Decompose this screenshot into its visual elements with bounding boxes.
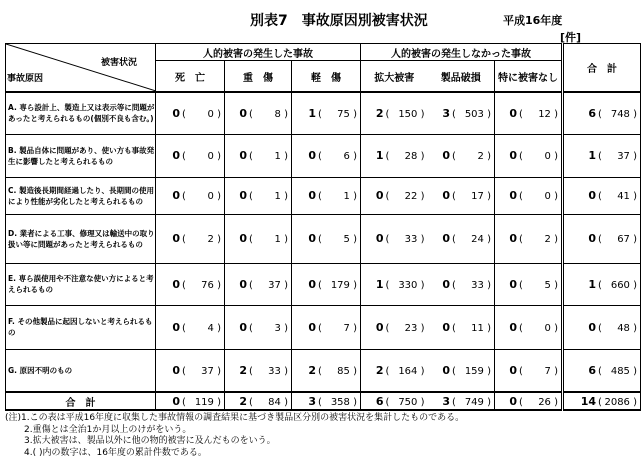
annual-count: 2	[375, 106, 384, 120]
cumulative-count: 5	[343, 234, 350, 245]
annual-count: 0	[375, 232, 384, 245]
annual-count: 0	[172, 320, 180, 334]
annual-count: 0	[239, 277, 247, 291]
count-cell: 0 ( 1 )	[225, 134, 292, 177]
count-cell: 2 ( 85 )	[292, 349, 361, 392]
count-cell: 6 ( 750 )	[361, 392, 428, 410]
count-cell: 0 ( 2 )	[156, 214, 225, 263]
cumulative-count: 22	[404, 191, 418, 202]
damage-table	[5, 43, 641, 411]
annual-count: 3	[308, 394, 316, 408]
annual-count: 0	[239, 232, 247, 245]
annual-count: 1	[588, 149, 597, 162]
cumulative-count: 164	[398, 365, 418, 377]
cumulative-count: 6	[343, 151, 350, 162]
cumulative-count: 75	[337, 108, 350, 120]
count-cell: 0 ( 0 )	[156, 92, 225, 134]
count-cell: 0 ( 0 )	[156, 177, 225, 214]
row-total-cell: 0 ( 41 )	[563, 177, 641, 214]
count-cell: 0 ( 0 )	[495, 134, 563, 177]
cumulative-count: 0	[544, 191, 551, 202]
count-cell: 0 ( 1 )	[292, 177, 361, 214]
annual-count: 6	[588, 106, 597, 120]
cumulative-count: 76	[201, 279, 214, 291]
cumulative-count: 85	[337, 365, 350, 377]
row-total-cell: 1 ( 660 )	[563, 263, 641, 305]
cumulative-count: 33	[404, 234, 418, 245]
cumulative-count: 37	[268, 279, 281, 291]
table-row	[6, 214, 641, 263]
cumulative-count: 159	[464, 365, 484, 377]
count-cell: 0 ( 23 )	[361, 305, 428, 349]
annual-count: 2	[375, 363, 384, 377]
annual-count: 0	[172, 394, 180, 408]
annual-count: 0	[172, 106, 180, 120]
annual-count: 1	[588, 277, 597, 291]
count-cell: 0 ( 17 )	[428, 177, 495, 214]
cumulative-count: 48	[617, 322, 630, 334]
annual-count: 0	[509, 189, 518, 202]
annual-count: 0	[588, 232, 597, 245]
annual-count: 0	[308, 277, 316, 291]
total-row-label: 合 計	[6, 392, 156, 410]
annual-count: 14	[580, 394, 597, 408]
page-title: 別表7 事故原因別被害状況	[250, 13, 428, 29]
cumulative-count: 33	[268, 365, 281, 377]
cumulative-count: 179	[330, 279, 350, 291]
annual-count: 0	[442, 232, 450, 245]
annual-count: 0	[308, 320, 316, 334]
count-cell: 0 ( 1 )	[225, 177, 292, 214]
cause-label: C. 製造後長期間経過したり、長期間の使用により性能が劣化したと考えられるもの	[6, 177, 156, 214]
cumulative-count: 28	[404, 151, 418, 162]
count-cell: 0 ( 5 )	[292, 214, 361, 263]
annual-count: 0	[588, 320, 597, 334]
cumulative-count: 37	[617, 151, 630, 162]
fiscal-year: 平成16年度	[503, 14, 563, 27]
row-total-cell: 1 ( 37 )	[563, 134, 641, 177]
annual-count: 0	[509, 363, 518, 377]
cumulative-count: 119	[194, 396, 214, 408]
cause-label: E. 専ら誤使用や不注意な使い方によると考えられるもの	[6, 263, 156, 305]
notes	[5, 413, 464, 459]
cumulative-count: 1	[274, 234, 281, 245]
annual-count: 0	[442, 320, 450, 334]
cumulative-count: 2086	[604, 396, 630, 408]
count-cell: 0 ( 24 )	[428, 214, 495, 263]
cause-label: B. 製品自体に問題があり、使い方も事故発生に影響したと考えられるもの	[6, 134, 156, 177]
table-row	[6, 263, 641, 305]
cumulative-count: 749	[464, 396, 484, 408]
annual-count: 0	[308, 189, 316, 202]
cumulative-count: 2	[544, 234, 551, 245]
count-cell: 0 ( 159 )	[428, 349, 495, 392]
cumulative-count: 0	[207, 108, 214, 120]
cumulative-count: 750	[398, 396, 418, 408]
annual-count: 0	[308, 232, 316, 245]
count-cell: 0 ( 1 )	[225, 214, 292, 263]
table-row	[6, 134, 641, 177]
annual-count: 0	[442, 189, 450, 202]
cumulative-count: 150	[398, 108, 418, 120]
column-header: 製品破損	[428, 61, 495, 92]
total-row	[6, 392, 641, 410]
count-cell: 3 ( 503 )	[428, 92, 495, 134]
count-cell: 2 ( 150 )	[361, 92, 428, 134]
cumulative-count: 11	[471, 322, 484, 334]
cumulative-count: 41	[617, 191, 630, 202]
annual-count: 1	[375, 149, 384, 162]
annual-count: 6	[588, 363, 597, 377]
count-cell: 0 ( 76 )	[156, 263, 225, 305]
cumulative-count: 0	[207, 151, 214, 162]
row-total-cell: 6 ( 485 )	[563, 349, 641, 392]
count-cell: 0 ( 7 )	[495, 349, 563, 392]
cumulative-count: 24	[471, 234, 484, 245]
group-no-human-damage: 人的被害の発生しなかった事故	[361, 44, 563, 61]
row-total-cell: 0 ( 48 )	[563, 305, 641, 349]
annual-count: 0	[172, 277, 180, 291]
column-header: 死 亡	[156, 61, 225, 92]
corner-bottom-label: 事故原因	[7, 74, 44, 84]
table-row	[6, 349, 641, 392]
cumulative-count: 67	[617, 234, 630, 245]
cumulative-count: 7	[544, 365, 551, 377]
cause-label: G. 原因不明のもの	[6, 349, 156, 392]
cumulative-count: 3	[274, 322, 281, 334]
annual-count: 0	[239, 320, 247, 334]
column-header: 特に被害なし	[495, 61, 563, 92]
cumulative-count: 37	[201, 365, 214, 377]
group-human-damage: 人的被害の発生した事故	[156, 44, 361, 61]
annual-count: 0	[509, 320, 518, 334]
annual-count: 0	[172, 189, 180, 202]
note-2: 2.重傷とは全治1か月以上のけがをいう。	[24, 424, 192, 435]
corner-top-label: 被害状況	[100, 58, 137, 68]
annual-count: 0	[375, 189, 384, 202]
row-total-cell: 14 ( 2086 )	[563, 392, 641, 410]
annual-count: 0	[509, 149, 518, 162]
annual-count: 1	[375, 277, 384, 291]
annual-count: 0	[239, 149, 247, 162]
cumulative-count: 330	[398, 279, 418, 291]
cumulative-count: 12	[538, 108, 551, 120]
cumulative-count: 0	[544, 151, 551, 162]
row-total-cell: 6 ( 748 )	[563, 92, 641, 134]
annual-count: 2	[239, 363, 247, 377]
cumulative-count: 8	[274, 108, 281, 120]
note-1: (注)1.この表は平成16年度に収集した事故情報の調査結果に基づき製品区分別の被害状況を集計したものである。	[5, 413, 465, 423]
cumulative-count: 485	[610, 365, 630, 377]
count-cell: 0 ( 4 )	[156, 305, 225, 349]
column-header: 軽 傷	[292, 61, 361, 92]
count-cell: 0 ( 2 )	[428, 134, 495, 177]
cumulative-count: 5	[544, 279, 551, 291]
count-cell: 0 ( 179 )	[292, 263, 361, 305]
row-total-cell: 0 ( 67 )	[563, 214, 641, 263]
cumulative-count: 84	[268, 396, 281, 408]
cumulative-count: 1	[343, 191, 350, 202]
annual-count: 0	[172, 363, 180, 377]
count-cell: 0 ( 0 )	[495, 305, 563, 349]
annual-count: 2	[239, 394, 247, 408]
note-4: 4.( )内の数字は、16年度の累計件数である。	[24, 447, 207, 458]
table-row	[6, 177, 641, 214]
count-cell: 0 ( 22 )	[361, 177, 428, 214]
cumulative-count: 503	[464, 108, 484, 120]
cumulative-count: 33	[471, 279, 484, 291]
cumulative-count: 7	[343, 322, 350, 334]
annual-count: 0	[442, 363, 450, 377]
count-cell: 1 ( 75 )	[292, 92, 361, 134]
annual-count: 0	[172, 232, 180, 245]
count-cell: 0 ( 8 )	[225, 92, 292, 134]
count-cell: 1 ( 28 )	[361, 134, 428, 177]
count-cell: 1 ( 330 )	[361, 263, 428, 305]
annual-count: 0	[442, 277, 450, 291]
count-cell: 0 ( 11 )	[428, 305, 495, 349]
count-cell: 0 ( 37 )	[156, 349, 225, 392]
count-cell: 0 ( 0 )	[495, 177, 563, 214]
annual-count: 3	[442, 106, 450, 120]
cumulative-count: 1	[274, 191, 281, 202]
count-cell: 0 ( 7 )	[292, 305, 361, 349]
cumulative-count: 26	[538, 396, 551, 408]
count-cell: 3 ( 358 )	[292, 392, 361, 410]
annual-count: 0	[442, 149, 450, 162]
annual-count: 0	[172, 149, 180, 162]
table-row	[6, 92, 641, 134]
cumulative-count: 23	[404, 322, 418, 334]
header-total: 合 計	[563, 44, 641, 93]
count-cell: 0 ( 0 )	[156, 134, 225, 177]
count-cell: 3 ( 749 )	[428, 392, 495, 410]
annual-count: 0	[509, 232, 518, 245]
count-cell: 2 ( 33 )	[225, 349, 292, 392]
annual-count: 0	[509, 394, 518, 408]
cumulative-count: 2	[477, 151, 484, 162]
count-cell: 2 ( 164 )	[361, 349, 428, 392]
table-row	[6, 305, 641, 349]
count-cell: 0 ( 37 )	[225, 263, 292, 305]
cumulative-count: 17	[471, 191, 484, 202]
cumulative-count: 660	[610, 279, 630, 291]
annual-count: 0	[588, 189, 597, 202]
count-cell: 2 ( 84 )	[225, 392, 292, 410]
annual-count: 1	[308, 106, 316, 120]
count-cell: 0 ( 12 )	[495, 92, 563, 134]
cumulative-count: 0	[207, 191, 214, 202]
count-cell: 0 ( 33 )	[428, 263, 495, 305]
annual-count: 2	[308, 363, 316, 377]
cause-label: D. 業者による工事、修理又は輸送中の取り扱い等に問題があったと考えられるもの	[6, 214, 156, 263]
column-header: 重 傷	[225, 61, 292, 92]
count-cell: 0 ( 3 )	[225, 305, 292, 349]
count-cell: 0 ( 33 )	[361, 214, 428, 263]
annual-count: 0	[375, 320, 384, 334]
annual-count: 0	[308, 149, 316, 162]
cumulative-count: 358	[330, 396, 350, 408]
cause-label: A. 専ら設計上、製造上又は表示等に問題があったと考えられるもの(個別不良も含む。)	[6, 92, 156, 134]
annual-count: 3	[442, 394, 450, 408]
cumulative-count: 2	[207, 234, 214, 245]
count-cell: 0 ( 2 )	[495, 214, 563, 263]
annual-count: 6	[375, 394, 384, 408]
annual-count: 0	[239, 189, 247, 202]
cumulative-count: 4	[207, 322, 214, 334]
column-header: 拡大被害	[361, 61, 428, 92]
cause-label: F. その他製品に起因しないと考えられるもの	[6, 305, 156, 349]
cumulative-count: 1	[274, 151, 281, 162]
count-cell: 0 ( 6 )	[292, 134, 361, 177]
unit-label: [件]	[560, 31, 582, 44]
count-cell: 0 ( 119 )	[156, 392, 225, 410]
count-cell: 0 ( 5 )	[495, 263, 563, 305]
annual-count: 0	[509, 106, 518, 120]
corner-header	[6, 44, 156, 93]
cumulative-count: 0	[544, 322, 551, 334]
annual-count: 0	[509, 277, 518, 291]
cumulative-count: 748	[610, 108, 630, 120]
note-3: 3.拡大被害は、製品以外に他の物的被害に及んだものをいう。	[24, 436, 276, 446]
annual-count: 0	[239, 106, 247, 120]
count-cell: 0 ( 26 )	[495, 392, 563, 410]
